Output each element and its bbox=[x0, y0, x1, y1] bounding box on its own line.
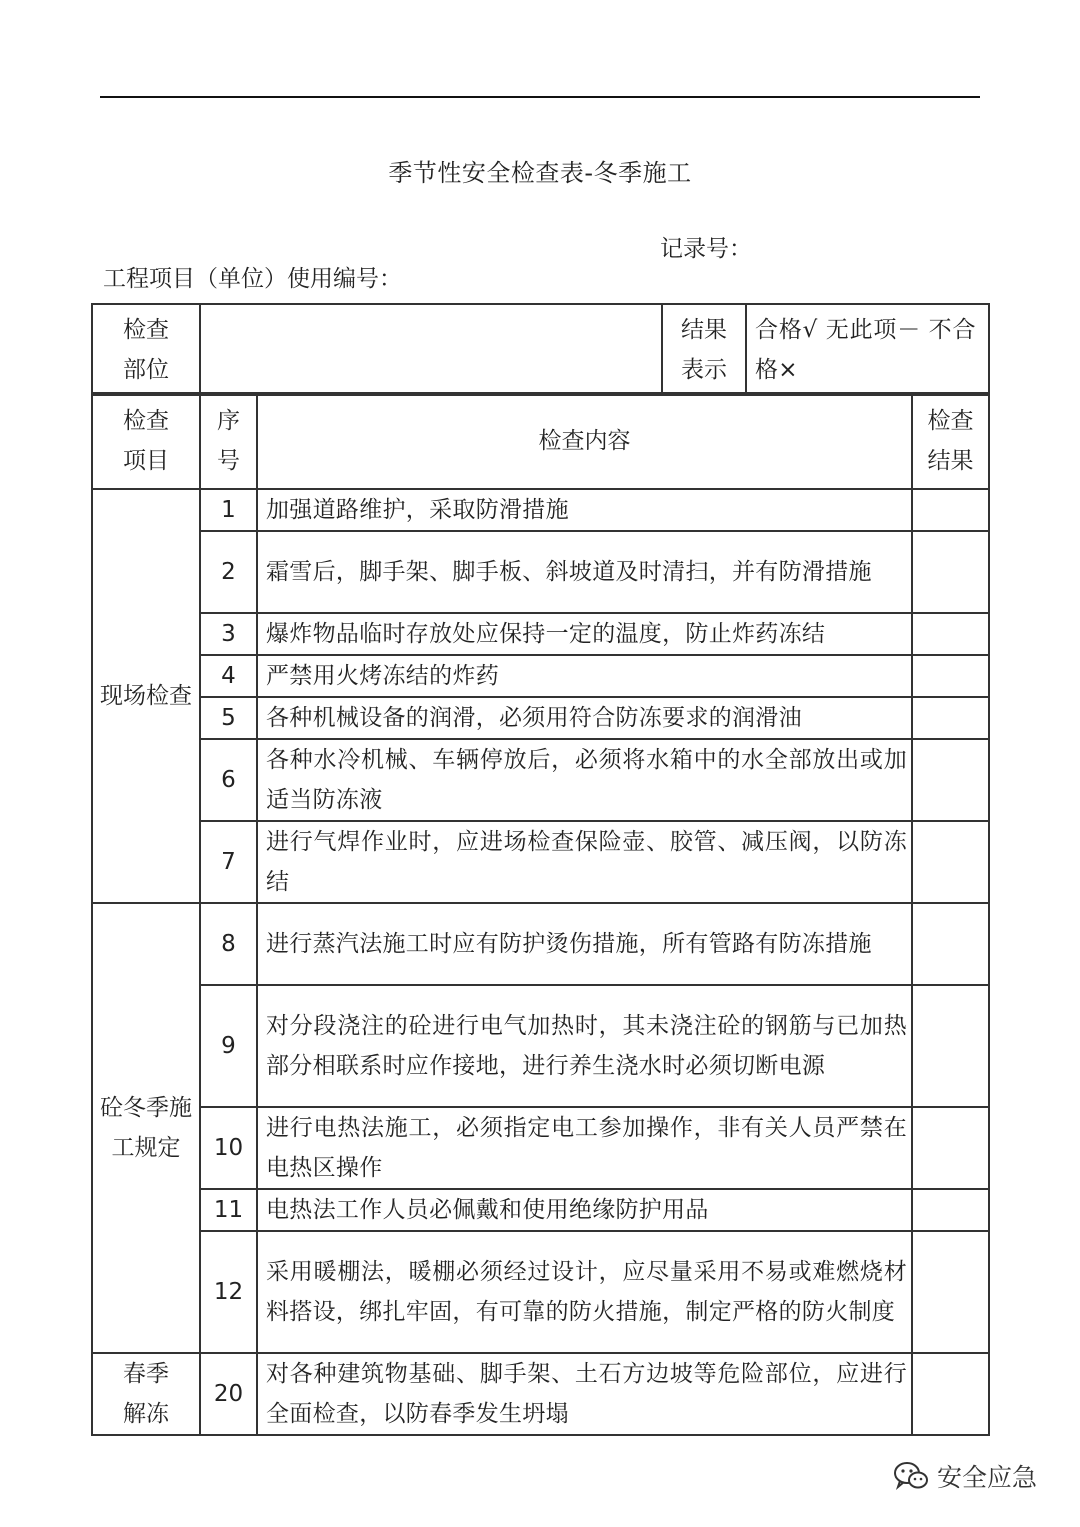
category-concrete-text: 砼冬季施工规定 bbox=[100, 1095, 192, 1161]
row-result-cell[interactable] bbox=[912, 489, 989, 531]
row-result-cell[interactable] bbox=[912, 821, 989, 903]
wechat-icon bbox=[893, 1461, 929, 1491]
table-row bbox=[92, 655, 989, 697]
inspection-part-label-text: 检查部位 bbox=[123, 316, 169, 383]
row-number: 10 bbox=[200, 1107, 257, 1189]
header-result bbox=[912, 393, 989, 489]
category-site: 现场检查 bbox=[92, 489, 200, 903]
row-number: 1 bbox=[200, 489, 257, 531]
table-row bbox=[92, 613, 989, 655]
watermark-text: 安全应急 bbox=[937, 1463, 1038, 1492]
row-result-cell[interactable] bbox=[912, 655, 989, 697]
info-row bbox=[92, 304, 989, 395]
table-row bbox=[92, 1189, 989, 1231]
category-concrete bbox=[92, 903, 200, 1353]
table-row bbox=[92, 697, 989, 739]
record-number-label: 记录号： bbox=[660, 236, 752, 262]
row-number: 6 bbox=[200, 739, 257, 821]
inspection-part-label bbox=[92, 304, 200, 395]
info-table bbox=[91, 303, 990, 396]
row-content: 电热法工作人员必佩戴和使用绝缘防护用品 bbox=[257, 1189, 912, 1231]
row-number: 9 bbox=[200, 985, 257, 1107]
row-content: 对各种建筑物基础、脚手架、土石方边坡等危险部位，应进行全面检查，以防春季发生坍塌 bbox=[257, 1353, 912, 1435]
category-thaw-text: 春季解冻 bbox=[123, 1361, 169, 1427]
result-legend-label-text: 结果表示 bbox=[681, 316, 727, 383]
row-result-cell[interactable] bbox=[912, 613, 989, 655]
row-number: 20 bbox=[200, 1353, 257, 1435]
row-content: 采用暖棚法，暖棚必须经过设计，应尽量采用不易或难燃烧材料搭设，绑扎牢固，有可靠的防火措施，制定严格的防火制度 bbox=[257, 1231, 912, 1353]
row-content: 各种水冷机械、车辆停放后，必须将水箱中的水全部放出或加适当防冻液 bbox=[257, 739, 912, 821]
row-number: 5 bbox=[200, 697, 257, 739]
row-number: 8 bbox=[200, 903, 257, 985]
row-number: 11 bbox=[200, 1189, 257, 1231]
table-row bbox=[92, 1231, 989, 1353]
table-row bbox=[92, 903, 989, 985]
project-label: 工程项目（单位）使用编号： bbox=[103, 266, 402, 292]
result-legend-label bbox=[662, 304, 746, 395]
row-result-cell[interactable] bbox=[912, 1189, 989, 1231]
row-number: 7 bbox=[200, 821, 257, 903]
header-seq bbox=[200, 393, 257, 489]
inspection-part-value[interactable] bbox=[200, 304, 662, 395]
row-number: 2 bbox=[200, 531, 257, 613]
row-result-cell[interactable] bbox=[912, 1107, 989, 1189]
row-content: 霜雪后，脚手架、脚手板、斜坡道及时清扫，并有防滑措施 bbox=[257, 531, 912, 613]
table-row bbox=[92, 739, 989, 821]
table-row bbox=[92, 821, 989, 903]
row-number: 4 bbox=[200, 655, 257, 697]
row-content: 爆炸物品临时存放处应保持一定的温度，防止炸药冻结 bbox=[257, 613, 912, 655]
watermark bbox=[893, 1458, 1037, 1494]
row-result-cell[interactable] bbox=[912, 739, 989, 821]
row-content: 进行电热法施工，必须指定电工参加操作，非有关人员严禁在电热区操作 bbox=[257, 1107, 912, 1189]
row-content: 各种机械设备的润滑，必须用符合防冻要求的润滑油 bbox=[257, 697, 912, 739]
row-result-cell[interactable] bbox=[912, 903, 989, 985]
table-row bbox=[92, 1353, 989, 1435]
header-item bbox=[92, 393, 200, 489]
row-number: 12 bbox=[200, 1231, 257, 1353]
result-legend bbox=[746, 304, 989, 395]
row-content: 严禁用火烤冻结的炸药 bbox=[257, 655, 912, 697]
table-row bbox=[92, 489, 989, 531]
row-content: 进行蒸汽法施工时应有防护烫伤措施，所有管路有防冻措施 bbox=[257, 903, 912, 985]
row-result-cell[interactable] bbox=[912, 1231, 989, 1353]
row-result-cell[interactable] bbox=[912, 697, 989, 739]
table-row bbox=[92, 985, 989, 1107]
row-content: 进行气焊作业时，应进场检查保险壶、胶管、减压阀，以防冻结 bbox=[257, 821, 912, 903]
header-item-text: 检查项目 bbox=[123, 408, 169, 474]
header-content: 检查内容 bbox=[257, 393, 912, 489]
result-legend-text: 合格√ 无此项－ 不合格× bbox=[755, 316, 976, 383]
row-number: 3 bbox=[200, 613, 257, 655]
document-title: 季节性安全检查表-冬季施工 bbox=[388, 159, 692, 187]
checklist-table bbox=[91, 392, 990, 1436]
row-result-cell[interactable] bbox=[912, 985, 989, 1107]
row-content: 对分段浇注的砼进行电气加热时，其未浇注砼的钢筋与已加热部分相联系时应作接地，进行养生浇水时必须切断电源 bbox=[257, 985, 912, 1107]
row-content: 加强道路维护，采取防滑措施 bbox=[257, 489, 912, 531]
category-thaw bbox=[92, 1353, 200, 1435]
header-seq-text: 序号 bbox=[216, 408, 240, 474]
row-result-cell[interactable] bbox=[912, 531, 989, 613]
top-rule bbox=[100, 96, 980, 98]
row-result-cell[interactable] bbox=[912, 1353, 989, 1435]
header-row bbox=[92, 393, 989, 489]
header-result-text: 检查结果 bbox=[927, 408, 974, 474]
table-row bbox=[92, 1107, 989, 1189]
table-row bbox=[92, 531, 989, 613]
